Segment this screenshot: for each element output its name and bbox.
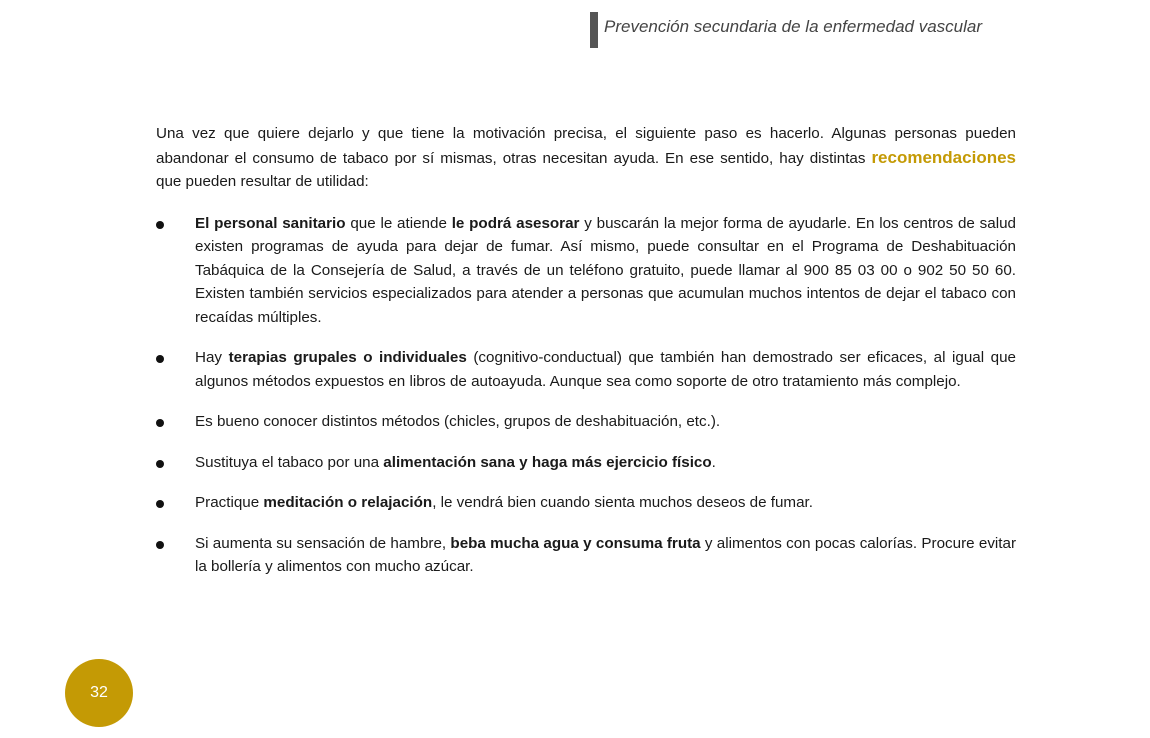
list-item: El personal sanitario que le atiende le podrá asesorar y buscarán la mejor forma de ayudarle. En los centros de salud existen programas de ayuda para dejar de fumar. Así mismo, puede consultar en el Programa de Deshabituación Tabáquica de la Consejería de Salud, a través de un teléfono gratuito, puede llamar al 900 85 03 00 o 902 50 50 60. Existen también servicios especializados para atender a personas que acumulan muchos intentos de dejar el tabaco con recaídas múltiples. [156,212,1016,330]
bullet-icon [156,541,164,549]
bullet-icon [156,419,164,427]
list-item: Es bueno conocer distintos métodos (chicles, grupos de deshabituación, etc.). [156,410,1016,434]
intro-paragraph: Una vez que quiere dejarlo y que tiene la motivación precisa, el siguiente paso es hacerlo. Algunas personas pueden abandonar el consumo de tabaco por sí mismas, otras necesitan ayuda. En ese sentido, hay distintas recomendaciones que pueden resultar de utilidad: [156,125,1016,190]
list-item: Si aumenta su sensación de hambre, beba mucha agua y consuma fruta y alimentos con pocas calorías. Procure evitar la bollería y alimentos con mucho azúcar. [156,532,1016,579]
bullet-icon [156,221,164,229]
bullet-icon [156,460,164,468]
page-number-badge: 32 [65,659,133,727]
running-header: Prevención secundaria de la enfermedad vascular [604,17,983,36]
bullet-icon [156,355,164,363]
bullet-icon [156,500,164,508]
list-item: Hay terapias grupales o individuales (cognitivo-conductual) que también han demostrado ser eficaces, al igual que algunos métodos expuestos en libros de autoayuda. Aunque sea como soporte de otro tratamiento más complejo. [156,346,1016,393]
list-item: Practique meditación o relajación, le vendrá bien cuando sienta muchos deseos de fumar. [156,491,1016,515]
recommendations-list [156,212,1016,579]
highlight-recommendations: recomendaciones [871,147,1016,167]
list-item: Sustituya el tabaco por una alimentación sana y haga más ejercicio físico. [156,451,1016,475]
main-content [156,122,1016,596]
header-bar [590,12,598,48]
